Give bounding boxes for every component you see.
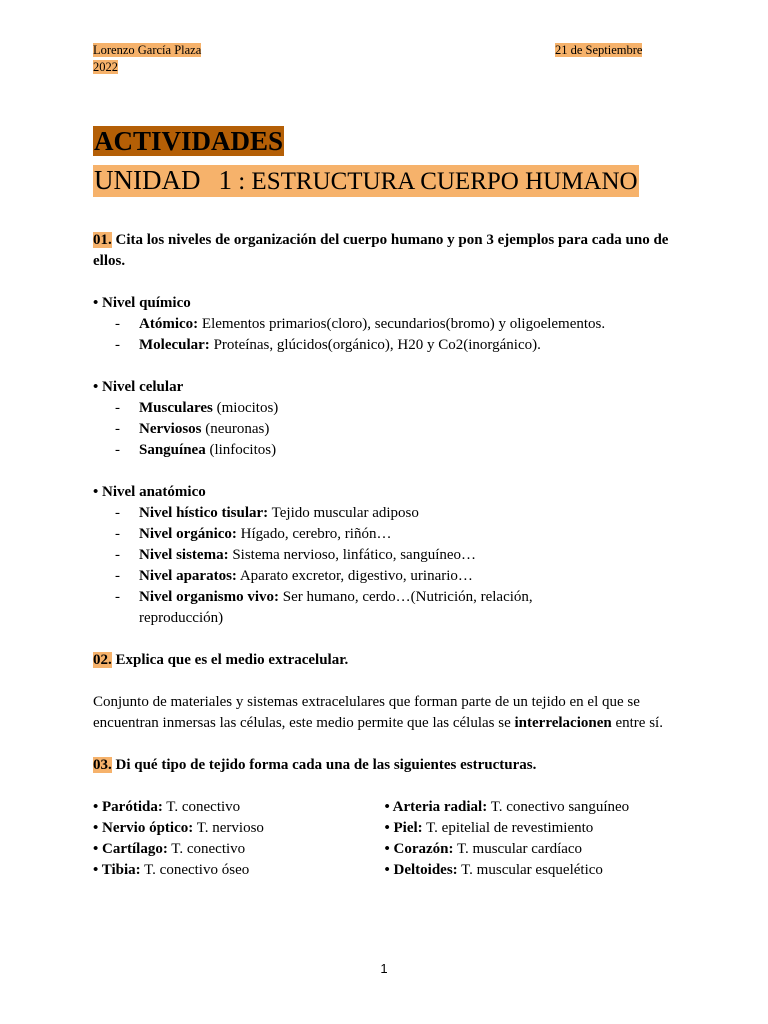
item-term: • Tibia: <box>93 862 141 878</box>
item-term: • Corazón: <box>384 841 454 857</box>
list-item <box>385 860 674 881</box>
item-term: Nivel aparatos: <box>139 568 237 584</box>
header-year <box>93 59 118 76</box>
date: 21 de Septiembre <box>555 43 643 57</box>
list-item <box>93 503 673 524</box>
list-item <box>385 839 674 860</box>
list-item <box>93 545 673 566</box>
item-term: • Piel: <box>384 820 423 836</box>
item-term: • Nervio óptico: <box>93 820 194 836</box>
item-desc: (neuronas) <box>201 421 270 437</box>
item-term: Sanguínea <box>139 442 206 458</box>
tissue-column-right <box>385 797 674 881</box>
list-item <box>93 524 673 545</box>
item-desc: Aparato excretor, digestivo, urinario… <box>236 568 473 584</box>
page-title: ACTIVIDADES <box>94 126 284 156</box>
subtitle-rest: : ESTRUCTURA CUERPO HUMANO <box>238 168 638 195</box>
page-number: 1 <box>380 961 388 976</box>
level-group-quimico <box>93 293 673 356</box>
item-desc: T. conectivo <box>167 841 246 857</box>
answer-paragraph <box>93 692 673 734</box>
header-date <box>555 42 642 59</box>
item-desc: Hígado, cerebro, riñón… <box>236 526 392 542</box>
list-item <box>385 818 674 839</box>
answer-text: Conjunto de materiales y sistemas extracelulares que forman parte de un tejido en el que se encuentran inmersas las células, este medio permite que las células se <box>93 694 640 731</box>
question-2 <box>93 650 673 671</box>
author-name: Lorenzo García Plaza <box>93 43 202 57</box>
list-item <box>93 797 385 818</box>
question-3 <box>93 755 673 776</box>
subtitle-number: 1 <box>218 165 232 195</box>
item-desc: (miocitos) <box>212 400 279 416</box>
level-group-celular <box>93 377 673 461</box>
item-desc: Proteínas, glúcidos(orgánico), H20 y Co2(inorgánico). <box>209 337 541 353</box>
item-term: Atómico: <box>139 316 199 332</box>
list-item <box>93 818 385 839</box>
item-desc: T. conectivo sanguíneo <box>487 799 630 815</box>
year: 2022 <box>93 60 118 74</box>
subtitle-prefix: UNIDAD <box>94 165 201 195</box>
item-term: • Cartílago: <box>93 841 168 857</box>
item-desc: T. epitelial de revestimiento <box>422 820 594 836</box>
list-item <box>93 839 385 860</box>
item-desc: T. conectivo óseo <box>140 862 250 878</box>
question-number: 01. <box>93 232 112 248</box>
question-text: Di qué tipo de tejido forma cada una de las siguientes estructuras. <box>111 757 537 773</box>
list-item <box>93 566 673 587</box>
list-item <box>93 335 673 356</box>
item-desc: T. muscular esquelético <box>457 862 603 878</box>
list-item <box>385 797 674 818</box>
question-text: Cita los niveles de organización del cuerpo humano y pon 3 ejemplos para cada uno de ellos. <box>93 232 669 269</box>
item-term: • Deltoides: <box>384 862 458 878</box>
page-subtitle <box>93 165 639 197</box>
item-desc: Ser humano, cerdo…(Nutrición, relación, reproducción) <box>139 589 533 626</box>
item-desc: T. conectivo <box>162 799 241 815</box>
level-heading: • Nivel químico <box>93 295 191 311</box>
level-heading: • Nivel anatómico <box>93 484 206 500</box>
item-term: • Arteria radial: <box>384 799 488 815</box>
item-term: • Parótida: <box>93 799 163 815</box>
list-item <box>93 587 673 629</box>
question-1 <box>93 230 673 272</box>
item-term: Musculares <box>139 400 213 416</box>
list-item <box>93 398 673 419</box>
item-desc: T. muscular cardíaco <box>453 841 583 857</box>
item-term: Nivel organismo vivo: <box>139 589 279 605</box>
answer-text: entre sí. <box>611 715 663 731</box>
header-author <box>93 42 201 59</box>
tissue-column-left <box>93 797 385 881</box>
item-term: Nivel sistema: <box>139 547 229 563</box>
item-desc: Tejido muscular adiposo <box>268 505 419 521</box>
question-text: Explica que es el medio extracelular. <box>111 652 349 668</box>
item-term: Molecular: <box>139 337 210 353</box>
tissue-columns <box>93 797 673 881</box>
item-term: Nerviosos <box>139 421 202 437</box>
item-desc: (linfocitos) <box>205 442 277 458</box>
item-desc: Sistema nervioso, linfático, sanguíneo… <box>228 547 477 563</box>
item-term: Nivel hístico tisular: <box>139 505 269 521</box>
level-group-anatomico <box>93 482 673 629</box>
list-item <box>93 419 673 440</box>
list-item <box>93 860 385 881</box>
item-term: Nivel orgánico: <box>139 526 237 542</box>
answer-bold-term: interrelacionen <box>514 715 612 731</box>
question-number: 03. <box>93 757 112 773</box>
main-content <box>93 230 673 881</box>
list-item <box>93 314 673 335</box>
level-heading: • Nivel celular <box>93 379 184 395</box>
question-number: 02. <box>93 652 112 668</box>
item-desc: Elementos primarios(cloro), secundarios(bromo) y oligoelementos. <box>198 316 606 332</box>
list-item <box>93 440 673 461</box>
item-desc: T. nervioso <box>193 820 264 836</box>
